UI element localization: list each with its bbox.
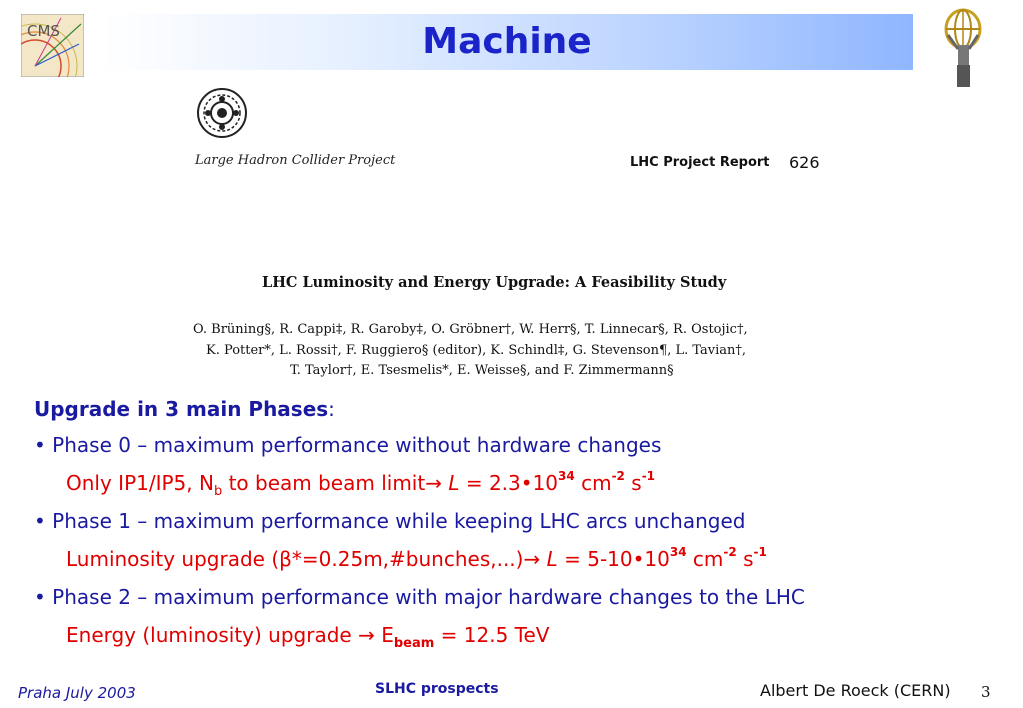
text-segment: to beam beam limit (222, 471, 426, 495)
cms-logo (21, 14, 84, 77)
text-segment: = 12.5 TeV (434, 623, 550, 647)
beta-symbol: β (279, 547, 292, 571)
exponent: 34 (669, 545, 687, 559)
section-heading (34, 397, 335, 421)
footer-author: Albert De Roeck (CERN) (760, 681, 951, 700)
paper-report-number: 626 (789, 153, 820, 172)
text-segment: cm (686, 547, 724, 571)
paper-report-label: LHC Project Report (630, 155, 770, 170)
text-segment: Energy (luminosity) upgrade (66, 623, 359, 647)
text-segment: E (374, 623, 394, 647)
phase-1-detail (66, 547, 767, 571)
exponent: -1 (641, 469, 656, 483)
paper-project-label: Large Hadron Collider Project (195, 153, 396, 168)
exponent: -2 (611, 469, 625, 483)
dot-icon: • (632, 547, 645, 571)
arrow-icon: → (523, 547, 541, 571)
text-segment: 10 (644, 547, 670, 571)
exponent: -2 (723, 545, 737, 559)
paper-authors-line: T. Taylor†, E. Tsesmelis*, E. Weisse§, and F. Zimmermann§ (290, 363, 674, 378)
bullet-phase-1: • Phase 1 – maximum performance while keeping LHC arcs unchanged (34, 509, 746, 533)
exponent: -1 (753, 545, 767, 559)
text-segment: = 2.3 (459, 471, 521, 495)
subscript: b (213, 484, 223, 499)
phase-2-detail (66, 623, 550, 651)
paper-authors-line: O. Brüning§, R. Cappi‡, R. Garoby‡, O. Gröbner†, W. Herr§, T. Linnecar§, R. Ostojic†, (193, 322, 748, 337)
phase-0-detail (66, 469, 656, 499)
footer-date-location: Praha July 2003 (18, 684, 136, 702)
text-segment: Luminosity upgrade ( (66, 547, 280, 571)
arrow-icon: → (425, 471, 442, 495)
heading-colon: : (328, 397, 335, 421)
luminosity-symbol: L (448, 471, 460, 495)
text-segment: *=0.25m,#bunches,...) (291, 547, 524, 571)
text-segment: 10 (532, 471, 559, 495)
paper-authors-line: K. Potter*, L. Rossi†, F. Ruggiero§ (editor), K. Schindl‡, G. Stevenson¶, L. Tavian†, (206, 343, 747, 358)
page-number: 3 (981, 683, 991, 701)
subscript: beam (393, 636, 435, 651)
text-segment: = 5-10 (557, 547, 633, 571)
bullet-phase-2: • Phase 2 – maximum performance with major hardware changes to the LHC (34, 585, 805, 609)
exponent: 34 (558, 469, 575, 483)
slide-title: Machine (422, 21, 592, 62)
text-segment: cm (574, 471, 612, 495)
text-segment: s (624, 471, 642, 495)
heading-text: Upgrade in 3 main Phases (34, 397, 329, 421)
luminosity-symbol: L (546, 547, 558, 571)
atlas-figure-logo (938, 5, 988, 91)
footer-topic: SLHC prospects (375, 681, 499, 697)
lhc-emblem-icon (195, 83, 249, 151)
bullet-phase-0: • Phase 0 – maximum performance without hardware changes (34, 433, 662, 457)
cms-logo-text: CMS (27, 22, 60, 40)
text-segment: Only IP1/IP5, N (66, 471, 214, 495)
arrow-icon: → (358, 623, 375, 647)
paper-title: LHC Luminosity and Energy Upgrade: A Feasibility Study (262, 274, 727, 291)
dot-icon: • (520, 471, 533, 495)
text-segment: s (736, 547, 754, 571)
